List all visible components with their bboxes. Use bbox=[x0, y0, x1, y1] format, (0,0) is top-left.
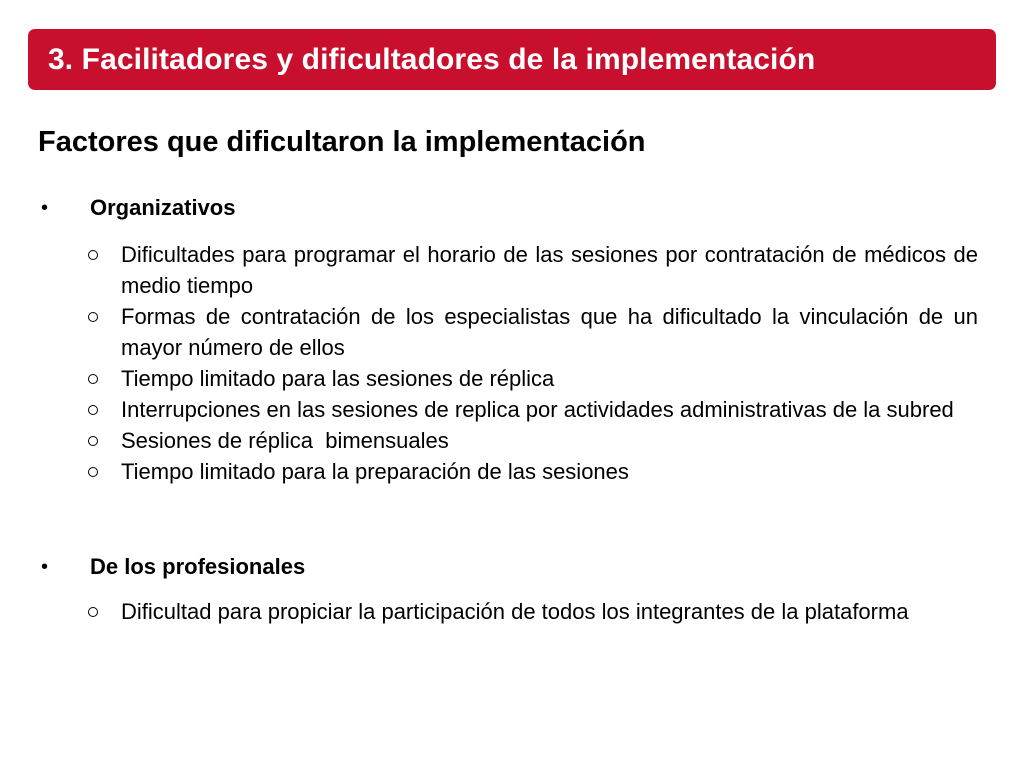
list-item bbox=[0, 456, 978, 487]
section-heading bbox=[0, 193, 1024, 223]
list-item-text: Interrupciones en las sesiones de replica por actividades administrativas de la subred bbox=[121, 397, 954, 422]
title-bar bbox=[28, 29, 996, 90]
list-item-text: Tiempo limitado para las sesiones de réplica bbox=[121, 366, 555, 391]
hollow-circle-bullet-icon bbox=[88, 607, 98, 617]
list-item bbox=[0, 425, 978, 456]
item-list bbox=[0, 596, 1024, 627]
list-item bbox=[0, 596, 978, 627]
list-item-text: Dificultad para propiciar la participación de todos los integrantes de la plataforma bbox=[121, 599, 909, 624]
section-organizativos bbox=[0, 193, 1024, 487]
section-label: Organizativos bbox=[90, 195, 236, 220]
list-item bbox=[0, 301, 978, 363]
hollow-circle-bullet-icon bbox=[88, 250, 98, 260]
section-profesionales bbox=[0, 552, 1024, 627]
slide-subtitle: Factores que dificultaron la implementación bbox=[38, 126, 646, 158]
bullet-icon: • bbox=[41, 197, 49, 219]
list-item-text: Formas de contratación de los especialistas que ha dificultado la vinculación de un mayor número de ellos bbox=[121, 304, 978, 360]
list-item-text: Sesiones de réplica bimensuales bbox=[121, 428, 449, 453]
slide-title: 3. Facilitadores y dificultadores de la implementación bbox=[48, 42, 816, 76]
list-item-text: Dificultades para programar el horario de las sesiones por contratación de médicos de medio tiempo bbox=[121, 242, 978, 298]
hollow-circle-bullet-icon bbox=[88, 312, 98, 322]
list-item bbox=[0, 394, 978, 425]
item-list bbox=[0, 239, 1024, 487]
list-item bbox=[0, 363, 978, 394]
bullet-icon: • bbox=[41, 556, 49, 578]
hollow-circle-bullet-icon bbox=[88, 467, 98, 477]
hollow-circle-bullet-icon bbox=[88, 405, 98, 415]
hollow-circle-bullet-icon bbox=[88, 436, 98, 446]
list-item bbox=[0, 239, 978, 301]
section-heading bbox=[0, 552, 1024, 582]
list-item-text: Tiempo limitado para la preparación de las sesiones bbox=[121, 459, 629, 484]
section-label: De los profesionales bbox=[90, 554, 306, 579]
hollow-circle-bullet-icon bbox=[88, 374, 98, 384]
